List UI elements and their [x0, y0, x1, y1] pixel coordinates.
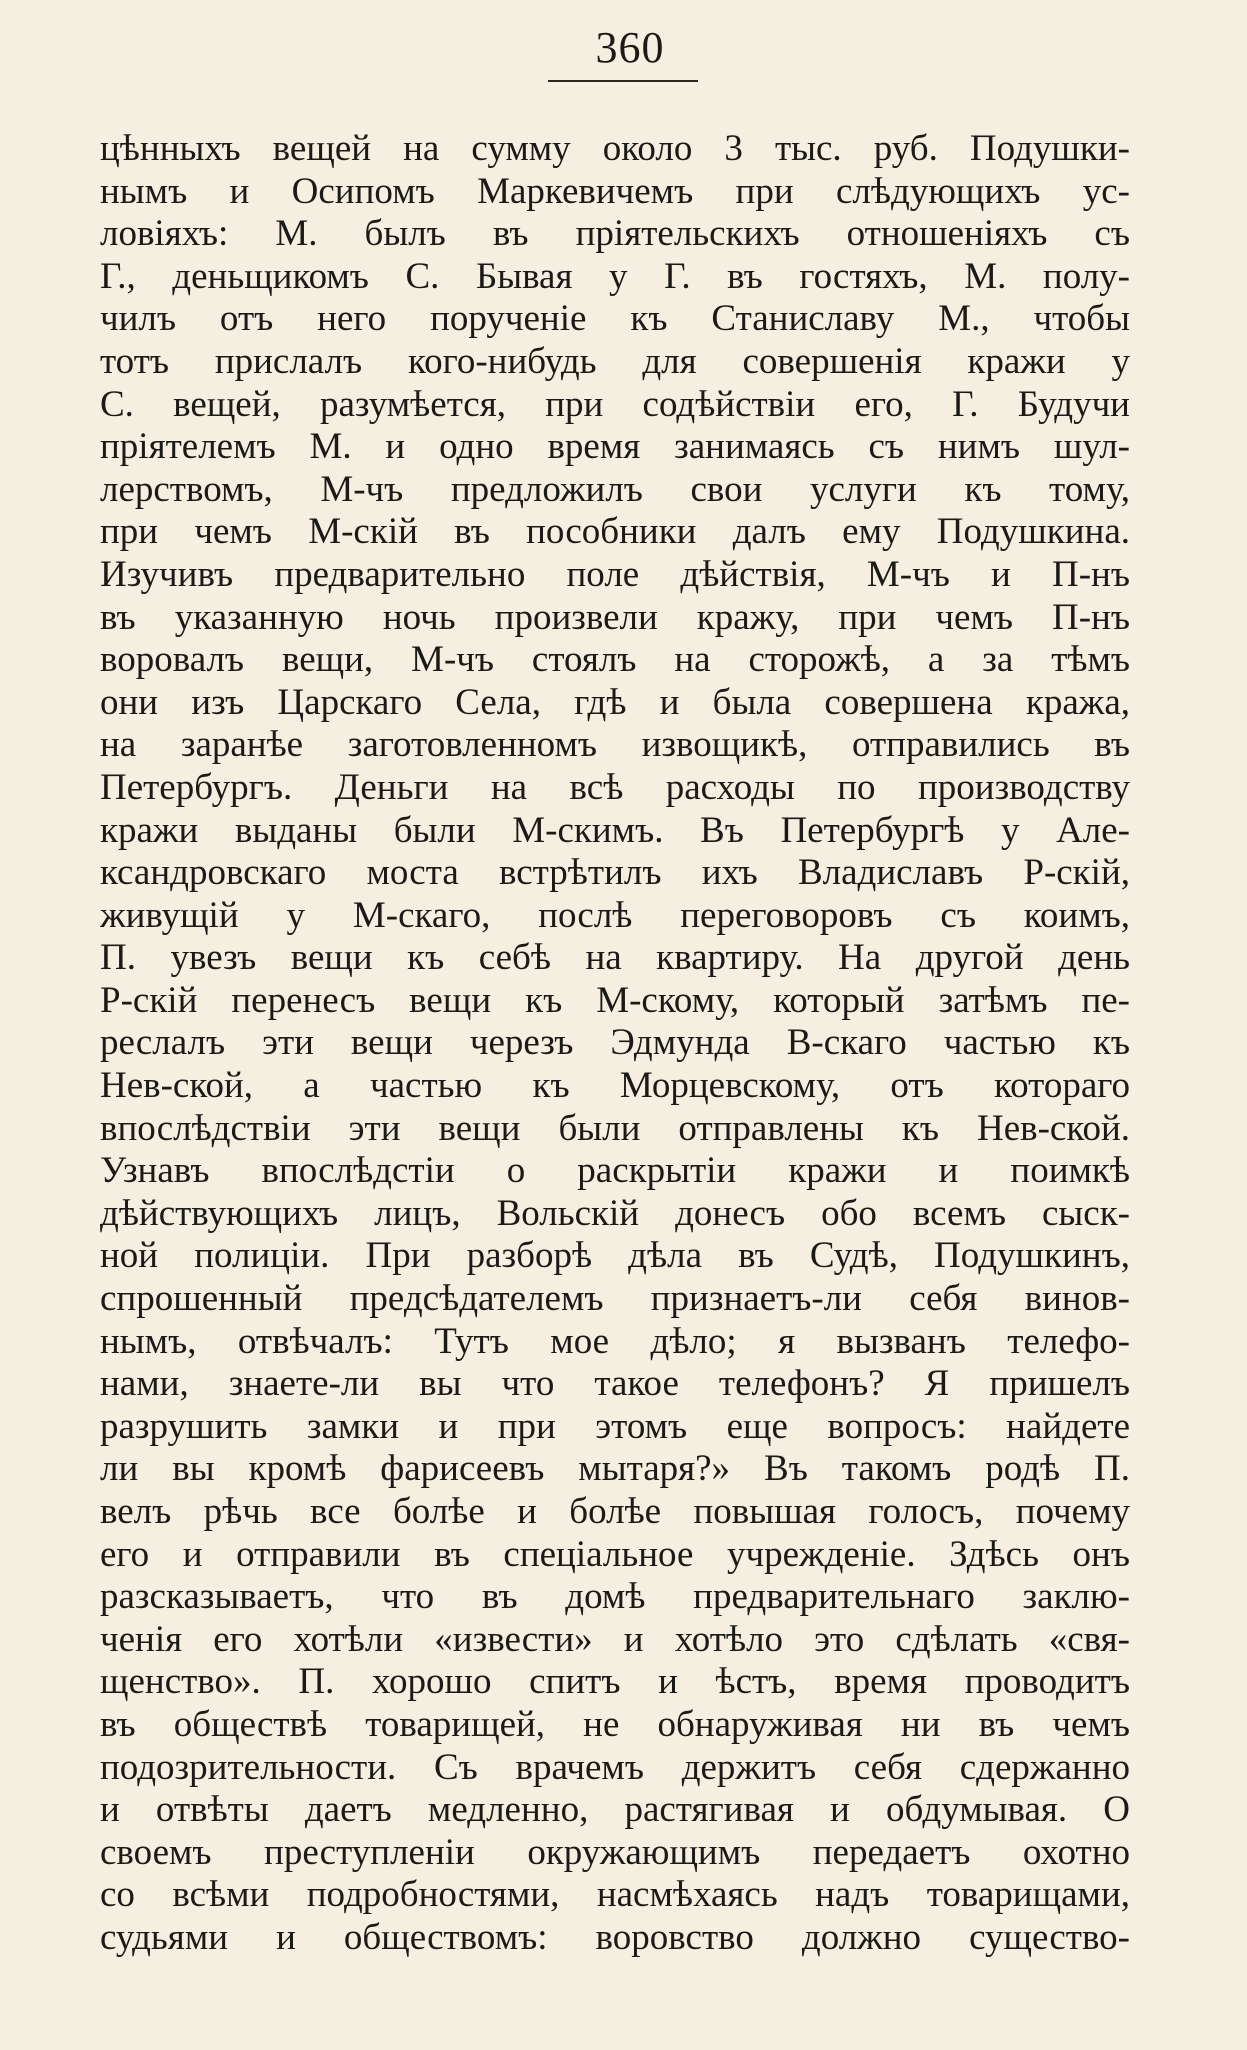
text-line: разсказываетъ, что въ домѣ предварительнаго заклю- — [100, 1576, 1130, 1618]
text-line: ловіяхъ: М. былъ въ пріятельскихъ отношеніяхъ съ — [100, 213, 1130, 255]
header-rule — [548, 80, 698, 82]
text-line: они изъ Царскаго Села, гдѣ и была совершена кража, — [100, 681, 1130, 723]
text-line: пріятелемъ М. и одно время занимаясь съ нимъ шул- — [100, 426, 1130, 468]
text-line: его и отправили въ спеціальное учрежденіе. Здѣсь онъ — [100, 1533, 1130, 1575]
text-line: ченія его хотѣли «извести» и хотѣло это сдѣлать «свя- — [100, 1618, 1130, 1660]
text-line: воровалъ вещи, М-чъ стоялъ на сторожѣ, а за тѣмъ — [100, 639, 1130, 681]
text-line: въ указанную ночь произвели кражу, при чемъ П-нъ — [100, 596, 1130, 638]
text-line: ксандровскаго моста встрѣтилъ ихъ Владиславъ Р-скій, — [100, 852, 1130, 894]
text-line: нымъ и Осипомъ Маркевичемъ при слѣдующихъ ус- — [100, 170, 1130, 212]
text-line: живущій у М-скаго, послѣ переговоровъ съ коимъ, — [100, 894, 1130, 936]
text-line: нымъ, отвѣчалъ: Тутъ мое дѣло; я вызванъ телефо- — [100, 1320, 1130, 1362]
text-line: кражи выданы были М-скимъ. Въ Петербургѣ у Але- — [100, 809, 1130, 851]
text-line: велъ рѣчь все болѣе и болѣе повышая голосъ, почему — [100, 1491, 1130, 1532]
text-line: разрушить замки и при этомъ еще вопросъ: найдете — [100, 1405, 1130, 1447]
text-line: тотъ прислалъ кого-нибудь для совершенія кражи у — [100, 340, 1130, 382]
text-line: со всѣми подробностями, насмѣхаясь надъ товарищами, — [100, 1874, 1130, 1916]
text-line: реслалъ эти вещи черезъ Эдмунда В-скаго частью къ — [100, 1022, 1130, 1064]
text-line: впослѣдствіи эти вещи были отправлены къ Нев-ской. — [100, 1107, 1130, 1149]
text-line: цѣнныхъ вещей на сумму около 3 тыс. руб. Подушки- — [100, 128, 1130, 169]
text-line: нами, знаете-ли вы что такое телефонъ? Я пришелъ — [100, 1363, 1130, 1405]
text-line: дѣйствующихъ лицъ, Вольскій донесъ обо всемъ сыск- — [100, 1192, 1130, 1234]
text-line: спрошенный предсѣдателемъ признаетъ-ли себя винов- — [100, 1278, 1130, 1320]
text-line: подозрительности. Съ врачемъ держитъ себя сдержанно — [100, 1746, 1130, 1788]
text-line: въ обществѣ товарищей, не обнаруживая ни въ чемъ — [100, 1703, 1130, 1745]
text-line: и отвѣты даетъ медленно, растягивая и обдумывая. О — [100, 1789, 1130, 1831]
text-line: судьями и обществомъ: воровство должно существо- — [100, 1916, 1130, 1958]
text-line: ной полиціи. При разборѣ дѣла въ Судѣ, Подушкинъ, — [100, 1235, 1130, 1277]
text-line: С. вещей, разумѣется, при содѣйствіи его, Г. Будучи — [100, 383, 1130, 425]
text-line: щенство». П. хорошо спитъ и ѣстъ, время проводитъ — [100, 1661, 1130, 1703]
text-line: Изучивъ предварительно поле дѣйствія, М-чъ и П-нъ — [100, 553, 1130, 595]
body-text — [100, 128, 1130, 1960]
page-number: 360 — [595, 23, 665, 72]
text-line: при чемъ М-скій въ пособники далъ ему Подушкина. — [100, 511, 1130, 553]
text-line: Петербургъ. Деньги на всѣ расходы по производству — [100, 766, 1130, 808]
text-line: ли вы кромѣ фарисеевъ мытаря?» Въ такомъ родѣ П. — [100, 1448, 1130, 1490]
text-line: лерствомъ, М-чъ предложилъ свои услуги къ тому, — [100, 468, 1130, 510]
text-line: на заранѣе заготовленномъ извощикѣ, отправились въ — [100, 724, 1130, 766]
text-line: Р-скій перенесъ вещи къ М-скому, который затѣмъ пе- — [100, 979, 1130, 1021]
text-line: Узнавъ впослѣдстіи о раскрытіи кражи и поимкѣ — [100, 1150, 1130, 1192]
text-line: своемъ преступленіи окружающимъ передаетъ охотно — [100, 1831, 1130, 1873]
text-line: Нев-ской, а частью къ Морцевскому, отъ котораго — [100, 1065, 1130, 1107]
text-line: П. увезъ вещи къ себѣ на квартиру. На другой день — [100, 937, 1130, 979]
text-line: чилъ отъ него порученіе къ Станиславу М., чтобы — [100, 298, 1130, 340]
text-line: Г., деньщикомъ С. Бывая у Г. въ гостяхъ, М. полу- — [100, 255, 1130, 297]
